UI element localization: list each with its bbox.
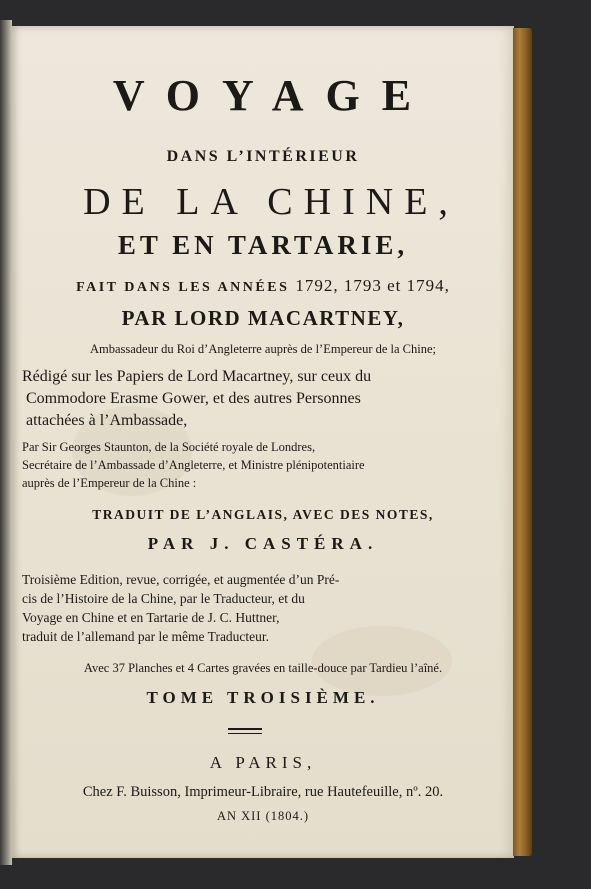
imprint-year: AN XII (1804.) xyxy=(216,809,310,823)
edition-line-3: Voyage en Chine et en Tartarie de J. C. Huttner, xyxy=(22,610,280,625)
dates-line xyxy=(12,276,514,296)
staunton-line-3: auprès de l’Empereur de la Chine : xyxy=(22,476,197,490)
editorial-line-3: attachées à l’Ambassade, xyxy=(26,412,188,429)
translation-note: TRADUIT DE L’ANGLAIS, AVEC DES NOTES, xyxy=(92,507,434,522)
edition-line-4: traduit de l’allemand par le même Traducteur. xyxy=(22,629,270,644)
editorial-note xyxy=(22,366,510,432)
imprint-city: A PARIS, xyxy=(209,753,317,772)
title-page xyxy=(12,26,514,858)
book-spine xyxy=(0,20,12,865)
page-edge xyxy=(513,28,532,856)
subtitle-line-2: DE LA CHINE, xyxy=(83,181,459,223)
plates-note: Avec 37 Planches et 4 Cartes gravées en taille-douce par Tardieu l’aîné. xyxy=(83,661,443,675)
editorial-line-2: Commodore Erasme Gower, et des autres Personnes xyxy=(26,390,361,407)
staunton-credit xyxy=(22,438,510,492)
imprint-publisher: Chez F. Buisson, Imprimeur-Libraire, rue Hautefeuille, nº. 20. xyxy=(82,784,444,800)
edition-note xyxy=(22,570,510,646)
edition-line-1: Troisième Edition, revue, corrigée, et augmentée d’un Pré- xyxy=(22,572,340,587)
staunton-line-2: Secrétaire de l’Ambassade d’Angleterre, et Ministre plénipotentiaire xyxy=(22,458,365,472)
dates-years: 1792, 1793 et 1794, xyxy=(295,276,450,295)
book-title: VOYAGE xyxy=(112,71,434,120)
subtitle-line-3: ET EN TARTARIE, xyxy=(117,230,409,260)
translator-name: PAR J. CASTÉRA. xyxy=(147,534,379,553)
editorial-line-1: Rédigé sur les Papiers de Lord Macartney, sur ceux du xyxy=(22,368,372,385)
divider-rule xyxy=(228,728,262,734)
dates-prefix: FAIT DANS LES ANNÉES xyxy=(76,280,290,295)
volume-label: TOME TROISIÈME. xyxy=(146,688,380,707)
edition-line-2: cis de l’Histoire de la Chine, par le Traducteur, et du xyxy=(22,591,305,606)
staunton-line-1: Par Sir Georges Staunton, de la Société royale de Londres, xyxy=(22,440,316,454)
author-role: Ambassadeur du Roi d’Angleterre auprès de l’Empereur de la Chine; xyxy=(89,342,437,356)
subtitle-line-1: DANS L’INTÉRIEUR xyxy=(166,148,360,165)
author-line: PAR LORD MACARTNEY, xyxy=(121,306,405,330)
